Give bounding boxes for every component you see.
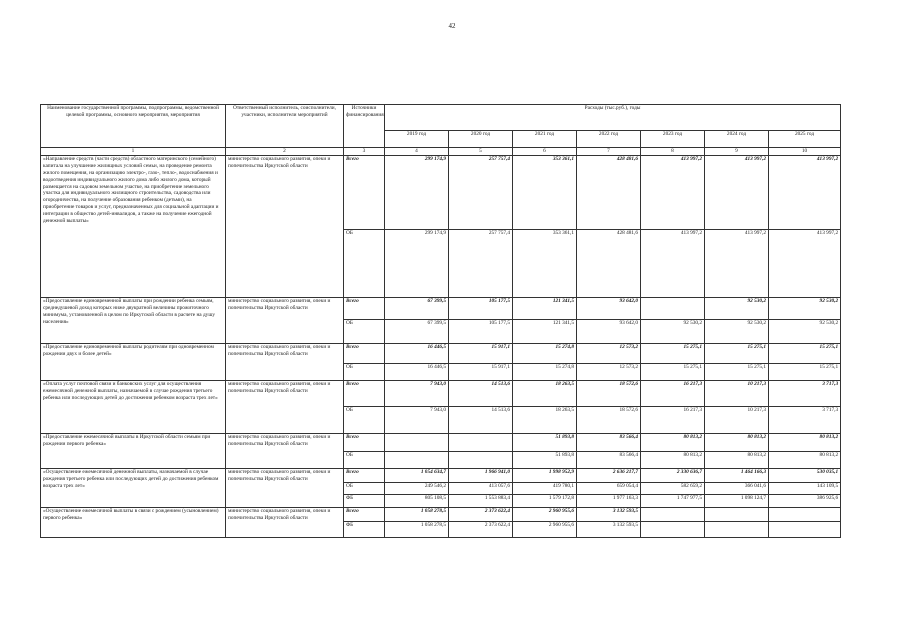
expense-value: 15 917,1	[449, 364, 513, 381]
expense-value	[449, 434, 513, 452]
header-year: 2021 год	[513, 131, 577, 148]
funding-source: Всего	[344, 381, 385, 407]
expense-value: 16 217,3	[641, 381, 705, 407]
expense-value: 659 054,4	[577, 483, 641, 495]
expense-value: 413 997,2	[705, 230, 769, 298]
expense-value: 1 058 278,5	[385, 508, 449, 522]
responsible-executor: министерство социального развития, опеки и попечительства Иркутской области	[226, 298, 344, 344]
funding-source: Всего	[344, 156, 385, 230]
measure-name: «Предоставление единовременной выплаты при рождении ребенка семьям, среднедушевой доход которых ниже двукратной величины прожиточного минимума, установленной в целом по Иркутской области в расчете на душу населения»	[41, 298, 226, 344]
expense-value: 80 813,2	[705, 452, 769, 469]
expense-value: 80 813,2	[769, 434, 841, 452]
expense-value: 413 997,2	[641, 230, 705, 298]
expense-value: 93 642,0	[577, 298, 641, 320]
expense-value: 15 274,8	[513, 364, 577, 381]
funding-source: Всего	[344, 344, 385, 364]
expense-value: 15 917,1	[449, 344, 513, 364]
column-number: 5	[449, 148, 513, 156]
expense-value: 14 513,6	[449, 407, 513, 434]
expense-value: 413 057,6	[449, 483, 513, 495]
expense-value: 2 960 955,6	[513, 508, 577, 522]
expense-value: 10 217,3	[705, 407, 769, 434]
expense-value: 16 217,3	[641, 407, 705, 434]
expense-value: 257 757,4	[449, 230, 513, 298]
expense-value: 413 997,2	[641, 156, 705, 230]
expense-value: 3 132 593,5	[577, 508, 641, 522]
expense-value: 299 174,9	[385, 156, 449, 230]
expense-value: 15 275,1	[769, 344, 841, 364]
table-row	[41, 381, 841, 407]
expense-value: 67 399,5	[385, 320, 449, 344]
responsible-executor: министерство социального развития, опеки и попечительства Иркутской области	[226, 434, 344, 469]
expense-value: 7 943,0	[385, 381, 449, 407]
expense-value: 1 058 278,5	[385, 522, 449, 538]
expense-value: 105 177,5	[449, 320, 513, 344]
header-year: 2025 год	[769, 131, 841, 148]
header-expenses: Расходы (тыс.руб.), годы	[385, 105, 841, 131]
column-number: 7	[577, 148, 641, 156]
funding-source: ОБ	[344, 483, 385, 495]
expense-value: 353 361,1	[513, 156, 577, 230]
column-number: 4	[385, 148, 449, 156]
funding-source: ОБ	[344, 407, 385, 434]
expense-value: 80 813,2	[769, 452, 841, 469]
expense-value: 2 373 622,4	[449, 508, 513, 522]
expense-value: 51 893,8	[513, 434, 577, 452]
table-row	[41, 469, 841, 483]
expense-value: 249 546,2	[385, 483, 449, 495]
expense-value: 413 997,2	[769, 230, 841, 298]
expense-value	[705, 522, 769, 538]
measure-name: «Направление средств (части средств) областного материнского (семейного) капитала на улучшение жилищных условий семьи, на проведение ремонта жилого помещения, на организацию электро-, газо-, тепло-, водоснабжения и водоотведения индивидуального жилого дома либо жилого дома, который размещается на садовом земельном участке, на приобретение земельного участка для индивидуального жилищного строительства, садоводства или огородничества, на получение образования ребенком (детьми), на приобретение товаров и услуг, предназначенных для социальной адаптации и интеграции в общество детей-инвалидов, а также на получение ежегодной денежной выплаты»	[41, 156, 226, 298]
expense-value: 80 813,2	[705, 434, 769, 452]
expense-value: 3 132 593,5	[577, 522, 641, 538]
expense-value: 18 572,6	[577, 407, 641, 434]
expense-value: 1 966 941,0	[449, 469, 513, 483]
expense-value: 15 275,1	[641, 364, 705, 381]
expense-value	[641, 522, 705, 538]
header-year: 2020 год	[449, 131, 513, 148]
measure-name: «Предоставление единовременной выплаты родителям при одновременном рождении двух и более детей»	[41, 344, 226, 381]
expense-value: 419 780,1	[513, 483, 577, 495]
column-number: 6	[513, 148, 577, 156]
measure-name: «Оплата услуг почтовой связи и банковских услуг для осуществления ежемесячной денежной выплаты, назначаемой в случае рождения третьего ребенка или последующих детей до достижения ребенком возраста трех лет»	[41, 381, 226, 434]
expense-value: 12 573,2	[577, 344, 641, 364]
expense-value: 80 813,2	[641, 452, 705, 469]
expense-value: 2 636 217,7	[577, 469, 641, 483]
measure-name: «Предоставление ежемесячной выплаты в Иркутской области семьям при рождении первого ребенка»	[41, 434, 226, 469]
expense-value: 92 530,2	[769, 298, 841, 320]
expense-value: 428 481,6	[577, 156, 641, 230]
expense-value: 413 997,2	[705, 156, 769, 230]
expense-value: 105 177,5	[449, 298, 513, 320]
header-responsible: Ответственный исполнитель, соисполнители, участники, исполнители мероприятий	[226, 105, 344, 148]
table-row	[41, 508, 841, 522]
expense-value	[769, 522, 841, 538]
expense-value: 12 573,2	[577, 364, 641, 381]
header-year: 2023 год	[641, 131, 705, 148]
expense-value: 10 217,3	[705, 381, 769, 407]
expense-value: 413 997,2	[769, 156, 841, 230]
expense-value: 92 530,2	[769, 320, 841, 344]
expense-value: 16 446,5	[385, 344, 449, 364]
header-year: 2022 год	[577, 131, 641, 148]
page-number: 42	[448, 22, 456, 30]
expense-value: 3 717,3	[769, 381, 841, 407]
expense-value: 143 109,5	[769, 483, 841, 495]
expense-value: 51 893,8	[513, 452, 577, 469]
expense-value: 1 054 634,7	[385, 469, 449, 483]
table-row	[41, 344, 841, 364]
expense-value: 530 035,1	[769, 469, 841, 483]
expense-value: 428 481,6	[577, 230, 641, 298]
expense-value: 18 572,6	[577, 381, 641, 407]
funding-source: ОБ	[344, 320, 385, 344]
table-row	[41, 298, 841, 320]
expense-value: 1 553 883,4	[449, 495, 513, 508]
expense-value: 257 757,4	[449, 156, 513, 230]
expense-value: 353 361,1	[513, 230, 577, 298]
expense-value: 386 925,6	[769, 495, 841, 508]
expense-value: 3 717,3	[769, 407, 841, 434]
column-number: 8	[641, 148, 705, 156]
funding-source: ОБ	[344, 452, 385, 469]
funding-source: ФБ	[344, 495, 385, 508]
responsible-executor: министерство социального развития, опеки и попечительства Иркутской области	[226, 381, 344, 434]
expense-value: 80 813,2	[641, 434, 705, 452]
expense-value: 121 341,5	[513, 298, 577, 320]
expense-value: 1 579 172,8	[513, 495, 577, 508]
expense-value: 15 275,1	[769, 364, 841, 381]
expense-value: 18 263,5	[513, 381, 577, 407]
expense-value: 92 530,2	[705, 320, 769, 344]
header-year: 2024 год	[705, 131, 769, 148]
table-row	[41, 434, 841, 452]
budget-table	[40, 104, 841, 538]
measure-name: «Осуществление ежемесячной выплаты в связи с рождением (усыновлением) первого ребенка»	[41, 508, 226, 538]
expense-value: 121 341,5	[513, 320, 577, 344]
expense-value: 2 373 622,4	[449, 522, 513, 538]
expense-value	[449, 452, 513, 469]
expense-value: 1 464 166,3	[705, 469, 769, 483]
funding-source: Всего	[344, 434, 385, 452]
expense-value	[641, 298, 705, 320]
expense-value: 83 566,4	[577, 434, 641, 452]
expense-value: 67 399,5	[385, 298, 449, 320]
expense-value: 2 330 636,7	[641, 469, 705, 483]
expense-value: 14 513,6	[449, 381, 513, 407]
responsible-executor: министерство социального развития, опеки и попечительства Иркутской области	[226, 156, 344, 298]
expense-value: 582 659,2	[641, 483, 705, 495]
funding-source: ФБ	[344, 522, 385, 538]
expense-value: 15 275,1	[705, 364, 769, 381]
responsible-executor: министерство социального развития, опеки и попечительства Иркутской области	[226, 469, 344, 508]
expense-value: 16 446,5	[385, 364, 449, 381]
expense-value: 83 566,4	[577, 452, 641, 469]
expense-value	[769, 508, 841, 522]
column-number: 3	[344, 148, 385, 156]
expense-value: 2 960 955,6	[513, 522, 577, 538]
column-number: 2	[226, 148, 344, 156]
expense-value	[705, 508, 769, 522]
responsible-executor: министерство социального развития, опеки и попечительства Иркутской области	[226, 344, 344, 381]
column-number: 9	[705, 148, 769, 156]
column-number: 10	[769, 148, 841, 156]
header-year: 2019 год	[385, 131, 449, 148]
expense-value	[385, 452, 449, 469]
expense-value: 299 174,9	[385, 230, 449, 298]
measure-name: «Осуществление ежемесячной денежной выплаты, назначаемой в случае рождения третьего ребенка или последующих детей до достижения ребенком возраста трех лет»	[41, 469, 226, 508]
funding-source: Всего	[344, 469, 385, 483]
funding-source: Всего	[344, 298, 385, 320]
expense-value: 1 747 977,5	[641, 495, 705, 508]
funding-source: Всего	[344, 508, 385, 522]
expense-value: 92 530,2	[641, 320, 705, 344]
expense-value: 15 275,1	[705, 344, 769, 364]
expense-value: 805 108,5	[385, 495, 449, 508]
table-row	[41, 156, 841, 230]
expense-value: 18 263,5	[513, 407, 577, 434]
column-number: 1	[41, 148, 226, 156]
expense-value: 1 098 124,7	[705, 495, 769, 508]
expense-value: 15 275,1	[641, 344, 705, 364]
expense-value: 1 998 952,9	[513, 469, 577, 483]
expense-value: 15 274,8	[513, 344, 577, 364]
funding-source: ОБ	[344, 364, 385, 381]
responsible-executor: министерство социального развития, опеки и попечительства Иркутской области	[226, 508, 344, 538]
expense-value	[641, 508, 705, 522]
funding-source: ОБ	[344, 230, 385, 298]
expense-value: 366 041,6	[705, 483, 769, 495]
header-name: Наименование государственной программы, подпрограммы, ведомственной целевой программы, основного мероприятия, мероприятия	[41, 105, 226, 148]
expense-value: 93 642,0	[577, 320, 641, 344]
expense-value: 1 977 163,3	[577, 495, 641, 508]
expense-value: 7 943,0	[385, 407, 449, 434]
expense-value: 92 530,2	[705, 298, 769, 320]
expense-value	[385, 434, 449, 452]
header-source: Источники финансирования	[344, 105, 385, 148]
